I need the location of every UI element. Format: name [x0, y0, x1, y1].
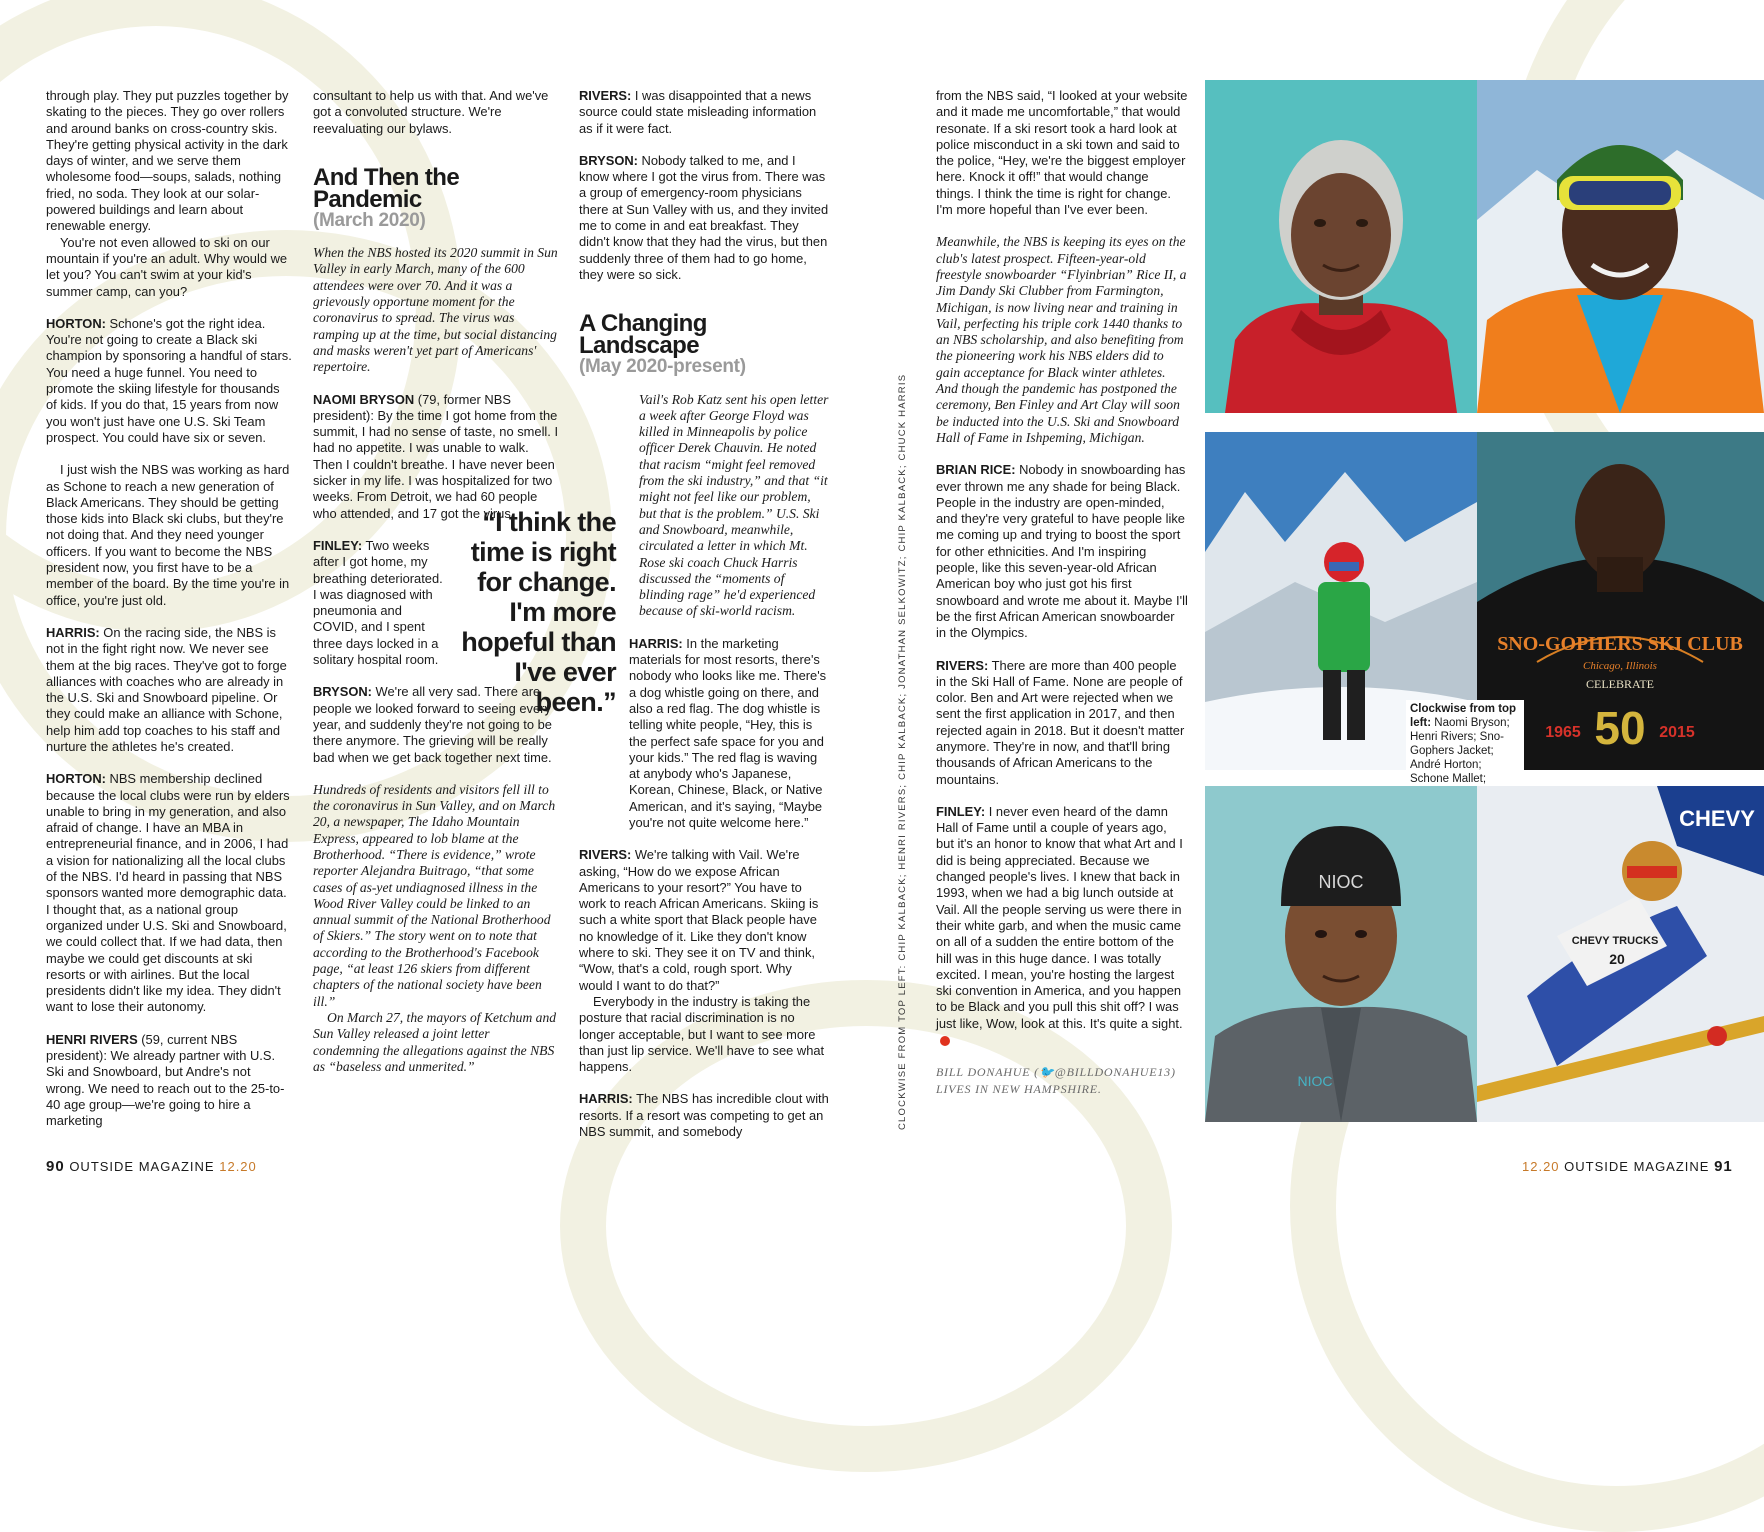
paragraph: Everybody in the industry is taking the posture that racial discrimination is no longer acceptable, but I want to see more than just lip service. We'll have to see what happens.	[579, 993, 825, 1075]
photo-naomi-bryson	[1205, 80, 1477, 413]
paragraph-text: On the racing side, the NBS is not in the fight right now. We never see them at the big races. They've got to forge alliances with coaches who are already in the U.S. Ski and Snowboard pipeline. Or they could make an alliance with Schone, help him add top coaches to his staff and nurture the athletes he's created.	[46, 624, 287, 754]
race-bib-number: 20	[1609, 951, 1625, 967]
twitter-bird-icon: 🐦	[1038, 1065, 1055, 1080]
paragraph-text: We're talking with Vail. We're asking, “How do we expose African Americans to your resort?” You have to work to reach African Americans. Skiing is such a white sport that Black people have no knowledge of it. Like they don't know where to ski. They see it on TV and think, “Wow, that's a cold, rough sport. Why would I want to do that?”	[579, 847, 819, 993]
paragraph: through play. They put puzzles together by skating to the pieces. They go over rollers and around banks on cross-country skis. They're getting physical activity in the dark days of winter, and we serve them wholesome food—soups, salads, nothing fried, no soda. They look at our solar-powered buildings and learn about renewable energy.	[46, 88, 289, 234]
issue-date: 12.20	[219, 1159, 257, 1174]
jacket-anniversary: 50	[1594, 702, 1646, 754]
folio-right	[1522, 1158, 1733, 1175]
section-subheading: (May 2020-present)	[579, 356, 746, 378]
jacket-club-name: SNO-GOPHERS SKI CLUB	[1497, 633, 1743, 655]
paragraph-text: Schone's got the right idea. You're not going to create a Black ski champion by sponsoring a handful of stars. You need a huge funnel. You need to promote the skiing lifestyle for thousands of kids. If you do that, 15 years from now you won't just have one U.S. Ski Team prospect. You could have six or seven.	[46, 315, 292, 445]
speaker-name: FINLEY:	[313, 537, 363, 553]
page-number: 90	[46, 1158, 65, 1175]
italic-paragraph: On March 27, the mayors of Ketchum and Sun Valley released a joint letter condemning the allegations against the NBS as “baseless and unmerited.”	[313, 1009, 557, 1074]
pull-quote: “I think the time is right for change. I'm more hopeful than I've ever been.”	[461, 507, 616, 717]
paragraph-text: The NBS has incredible clout with resorts. If a resort was competing to get an NBS summit, and somebody	[579, 1091, 829, 1140]
sponsor-banner: CHEVY	[1679, 806, 1755, 831]
author-bio	[936, 1064, 1188, 1097]
paragraph	[313, 392, 559, 522]
speaker-name: BRYSON:	[313, 684, 372, 700]
speaker-name: HORTON:	[46, 315, 106, 331]
author-bio-text: LIVES IN NEW HAMPSHIRE.	[936, 1081, 1102, 1096]
speaker-name: NAOMI BRYSON	[313, 391, 415, 407]
paragraph	[936, 462, 1188, 641]
paragraph	[936, 804, 1188, 1048]
paragraph	[579, 636, 829, 832]
paragraph-text: Nobody talked to me, and I know where I got the virus from. There was a group of emergency-room physicians there at Sun Valley with us, and they invited me to come in and eat breakfast. They didn't know that they had the virus, but then suddenly three of them had to go home, they were so sick.	[579, 152, 829, 282]
paragraph-text: I never even heard of the damn Hall of Fame until a couple of years ago, but it's an honor to know that what Art and I did is being appreciated. Because we changed people's lives. I knew that back in 1993, when we had a big lunch outside at Vail. All the people serving us were there in their white garb, and when the music came on all of a sudden the entire bottom of the hill was in this huge dance. I was totally excited. I mean, you're hosting the largest ski convention in America, and you happen to be Black and you pull this shit off? I was just like, Wow, look at this. It's quite a sight.	[936, 803, 1183, 1031]
paragraph-text: Two weeks after I got home, my breathing deteriorated. I was diagnosed with pneumonia and COVID, and I spent three days locked in a solitary hospital room.	[313, 537, 443, 668]
speaker-name: RIVERS:	[579, 88, 632, 103]
end-mark-icon	[940, 1036, 950, 1046]
italic-paragraph: Hundreds of residents and visitors fell ill to the coronavirus in Sun Valley, and on March 20, a newspaper, The Idaho Mountain Express, appeared to lob blame at the Brotherhood. “There is evidence,” wrote reporter Alejandra Buitrago, “that some cases of as-yet undiagnosed illness in the Wood River Valley could be linked to an annual summit of the National Brotherhood of Skiers.” The story went on to note that according to the Brotherhood's Facebook page, “at least 126 skiers from different chapters of the national society have been ill.”	[313, 781, 556, 1009]
paragraph-text: In the marketing materials for most resorts, there's nobody who looks like me. There's a dog whistle going on there, and also a red flag. The dog whistle is telling white people, “Hey, this is the perfect safe space for you and your kids.” The red flag is waving at anybody who's Japanese, Korean, Chinese, Black, or Native American, and it's saying, “Maybe you're not quite welcome here.”	[629, 635, 827, 830]
speaker-name: RIVERS:	[579, 847, 632, 863]
photo-credit: CLOCKWISE FROM TOP LEFT: CHIP KALBACK; HENRI RIVERS; CHIP KALBACK; JONATHAN SELKOWITZ; CHIP KALBACK; CHUCK HARRIS	[897, 373, 908, 1130]
paragraph	[46, 625, 292, 755]
race-bib-brand: CHEVY TRUCKS	[1571, 935, 1659, 947]
text-column-4	[936, 88, 1188, 1113]
jacket-year-start: 1965	[1545, 724, 1581, 741]
paragraph-text: NBS membership declined because the local clubs were run by elders unable to bring in my generation, and also afraid of change. I have an MBA in entrepreneurial finance, and in 2006, I had a vision for nationalizing all the local clubs of the NBS. I'd heard in passing that NBS sponsors wanted more demographic data. I thought that, as a national group organized under U.S. Ski and Snowboard, we could collect that. If we had data, then maybe we could get discounts at ski resorts or with airlines. But the local presidents didn't like my idea. They didn't want to lose their autonomy.	[46, 771, 290, 1015]
beanie-logo: NIOC	[1318, 872, 1364, 892]
speaker-name: HENRI RIVERS	[46, 1031, 138, 1047]
paragraph-text: Nobody in snowboarding has ever thrown me any shade for being Black. People in the industry are open-minded, and they're very grateful to have people like me coming up and trying to boost the sport for other ethnicities. And I'm inspiring people, like this seven-year-old African American boy who just got his first snowboard and wrote me about it. Maybe I'll be the first African American snowboarder in the Olympics.	[936, 462, 1188, 641]
jacket-year-end: 2015	[1659, 724, 1695, 741]
paragraph	[313, 538, 443, 668]
section-heading: And Then the Pandemic	[313, 163, 460, 213]
speaker-name: RIVERS:	[936, 657, 989, 673]
issue-date: 12.20	[1522, 1159, 1560, 1174]
folio-left	[46, 1158, 257, 1175]
paragraph: consultant to help us with that. And we've got a convoluted structure. We're reevaluating our bylaws.	[313, 88, 549, 136]
paragraph	[936, 658, 1188, 788]
text-column-3	[579, 88, 829, 1156]
author-handle: @BILLDONAHUE13)	[1054, 1065, 1176, 1080]
photo-andre-horton	[1205, 786, 1477, 1122]
paragraph	[579, 88, 829, 137]
paragraph	[46, 771, 292, 1015]
paragraph	[579, 153, 829, 283]
photo-schone-mallet	[1477, 786, 1764, 1122]
paragraph: from the NBS said, “I looked at your website and it made me uncomfortable,” that would resonate. If a ski resort took a hard look at police misconduct in a ski town and said to the police, “Hey, we're the biggest employer here. Knock it off!” that would change things. I think the time is right for change. I'm more hopeful than I've ever been.	[936, 88, 1188, 218]
paragraph-text: There are more than 400 people in the Ski Hall of Fame. None are people of color. Ben and Art were rejected when we sent the first application in 2017, and then rejected again in 2018. But it doesn't matter anymore. They're in now, and that'll bring thousands of African Americans to the mountains.	[936, 657, 1185, 787]
speaker-name: FINLEY:	[936, 803, 986, 819]
section-subheading: (March 2020)	[313, 209, 426, 231]
caption-lead: Clockwise from top left:	[1410, 703, 1517, 729]
page-number: 91	[1714, 1158, 1733, 1175]
paragraph	[579, 1091, 829, 1140]
author-bio-text: BILL DONAHUE (	[936, 1065, 1039, 1080]
paragraph-text: We're all very sad. There are people we looked forward to seeing every year, and suddenly they're not going to be there anymore. The grieving will be really bad when we get back together next time.	[313, 684, 552, 765]
speaker-name: HARRIS:	[629, 635, 683, 651]
speaker-name: HARRIS:	[46, 624, 100, 640]
jacket-celebrate: CELEBRATE	[1586, 677, 1654, 691]
paragraph: I just wish the NBS was working as hard as Schone to reach a new generation of Black Americans. They should be getting those kids into Black ski clubs, but they're not doing that. And they need younger officers. If you want to become the NBS president now, you first have to be a member of the board. By the time you're in office, you're just old.	[46, 462, 290, 608]
caption-text: Naomi Bryson; Henri Rivers; Sno-Gophers Jacket; André Horton; Schone Mallet;	[1410, 717, 1510, 785]
magazine-name: OUTSIDE MAGAZINE	[1564, 1159, 1710, 1174]
paragraph	[46, 1032, 292, 1130]
italic-intro: When the NBS hosted its 2020 summit in Sun Valley in early March, many of the 600 attendees were over 70. And it was a grievously opportune moment for the coronavirus to spread. The virus was ramping up at the time, but social distancing and masks weren't yet part of Americans' repertoire.	[313, 245, 558, 375]
paragraph-text: I was disappointed that a news source could state misleading information as if it were fact.	[579, 88, 817, 136]
italic-intro: Vail's Rob Katz sent his open letter a week after George Floyd was killed in Minneapolis by police officer Derek Chauvin. He noted that racism “might feel removed from the ski industry,” and that “it might not feel like our problem, but that is the problem.” U.S. Ski and Snowboard, meanwhile, circulated a letter in which Mt. Rose ski coach Chuck Harris discussed the “moments of blinding rage” he'd experienced because of ski-world racism.	[639, 391, 829, 619]
paragraph-text: (79, former NBS president): By the time I got home from the summit, I had no sense of taste, no smell. I had no appetite. I was unable to walk. Then I couldn't breathe. I have never been sicker in my life. I was hospitalized for two weeks. From Detroit, we had 60 people who attended, and 17 got the virus.	[313, 391, 559, 521]
paragraph: You're not even allowed to ski on our mountain if you're an adult. Why would we let you? You can't swim at your kid's summer camp, can you?	[46, 234, 288, 299]
speaker-name: BRIAN RICE:	[936, 462, 1016, 478]
section-heading: A Changing Landscape	[579, 310, 707, 360]
photo-henri-rivers	[1477, 80, 1764, 413]
magazine-name: OUTSIDE MAGAZINE	[69, 1159, 215, 1174]
italic-paragraph: Meanwhile, the NBS is keeping its eyes on the club's latest prospect. Fifteen-year-old freestyle snowboarder “Flyinbrian” Rice II, a Jim Dandy Ski Clubber from Farmington, Michigan, is now living near and training in Vail, perfecting his triple cork 1440 thanks to an NBS scholarship, and also benefiting from the pioneering work his NBS elders did to gain acceptance for Black winter athletes. And though the pandemic has postponed the ceremony, Ben Finley and Art Clay will soon be inducted into the U.S. Ski and Snowboard Hall of Fame in Ishpeming, Michigan.	[936, 234, 1187, 445]
speaker-name: HARRIS:	[579, 1091, 633, 1107]
text-column-1	[46, 88, 292, 1146]
speaker-name: BRYSON:	[579, 152, 638, 168]
paragraph-text: (59, current NBS president): We already partner with U.S. Ski and Snowboard, but Andre's not wrong. We need to reach out to the 25-to-40 age group—we're going to hire a marketing	[46, 1031, 285, 1129]
paragraph	[579, 847, 829, 994]
jacket-logo: NIOC	[1297, 1073, 1333, 1089]
paragraph	[46, 316, 292, 446]
jacket-city: Chicago, Illinois	[1583, 660, 1657, 672]
speaker-name: HORTON:	[46, 771, 106, 787]
